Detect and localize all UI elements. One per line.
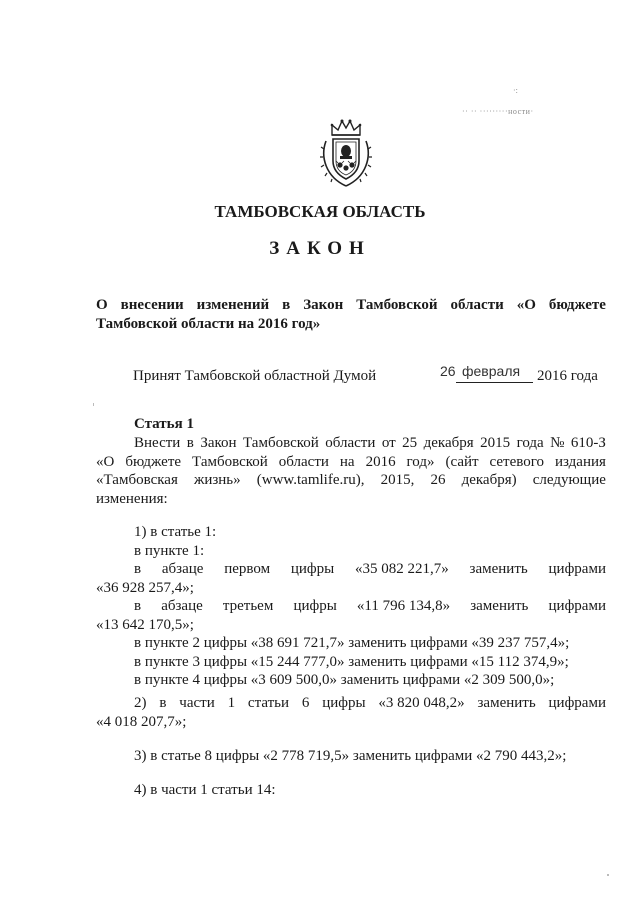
word: бюджете	[125, 453, 182, 470]
adoption-day: 26	[440, 363, 456, 379]
word: заменить	[477, 695, 536, 711]
word: цифрами	[548, 598, 606, 614]
word: следующие	[532, 472, 606, 488]
word: 26	[430, 472, 446, 488]
amendment-4-text: 4) в части 1 статьи 14:	[134, 782, 276, 798]
word: цифры	[322, 695, 366, 711]
word: 6	[301, 695, 310, 711]
word: третьем	[222, 598, 274, 614]
word: заменить	[470, 598, 529, 614]
word: (сайт	[445, 453, 479, 470]
document-type: ЗАКОН	[269, 238, 371, 259]
amendment-1	[96, 523, 606, 690]
word: «О	[516, 297, 536, 313]
word: Тамбовской	[192, 453, 268, 470]
article-intro-line: изменения:	[96, 490, 168, 507]
word: первом	[224, 561, 271, 577]
amendment-1b-line	[96, 597, 606, 616]
law-title-line-2: Тамбовской области на 2016 год»	[96, 316, 321, 332]
law-title-line-1	[96, 296, 606, 315]
word: сетевого	[489, 453, 545, 470]
stamp-mark: ·:	[513, 86, 518, 95]
word: №	[550, 435, 565, 451]
word: 25	[402, 435, 418, 451]
amendment-2-line: «4 018 207,7»;	[96, 713, 187, 730]
amendment-1-point-2: в пункте 2 цифры «38 691 721,7» заменить цифрами «39 237 757,4»;	[134, 635, 570, 651]
word: «35 082 221,7»	[355, 561, 449, 577]
word: от	[381, 435, 396, 451]
word: Тамбовской	[243, 435, 319, 451]
coat-of-arms-icon	[318, 117, 374, 189]
word: цифры	[293, 598, 337, 614]
word: года	[516, 435, 544, 451]
adoption-month: февраля	[462, 363, 521, 379]
region-name: ТАМБОВСКАЯ ОБЛАСТЬ	[214, 202, 426, 221]
word: области	[278, 453, 329, 470]
amendment-3-text: 3) в статье 8 цифры «2 778 719,5» заменить цифрами «2 790 443,2»;	[134, 748, 567, 764]
word: в	[186, 435, 194, 451]
word: Закон	[200, 435, 237, 451]
article-heading: Статья 1	[134, 416, 194, 432]
amendment-3	[96, 747, 606, 766]
word: год»	[406, 453, 435, 470]
law-title	[96, 296, 606, 334]
amendment-4	[96, 781, 606, 800]
word: внесении	[120, 297, 184, 313]
article-intro	[96, 434, 606, 508]
word: Внести	[134, 435, 181, 451]
amendment-1a-line	[96, 560, 606, 579]
word: изменений	[196, 297, 270, 313]
word: «3 820 048,2»	[378, 695, 465, 711]
word: бюджете	[548, 297, 606, 313]
word: декабря)	[461, 472, 517, 488]
word: в	[282, 297, 291, 313]
amendment-1a-line: «36 928 257,4»;	[96, 579, 194, 596]
word: 2015,	[380, 472, 415, 488]
word: абзаце	[161, 598, 203, 614]
word: Закон	[303, 297, 344, 313]
word: «11 796 134,8»	[356, 598, 451, 614]
word: 1	[227, 695, 236, 711]
word: абзаце	[161, 561, 204, 577]
adoption-label: Принят Тамбовской областной Думой	[133, 368, 377, 384]
amendment-1-heading: 1) в статье 1:	[134, 524, 217, 540]
word: О	[96, 297, 108, 313]
word: Тамбовской	[356, 297, 438, 313]
amendment-1-point-4: в пункте 4 цифры «3 609 500,0» заменить цифрами «2 309 500,0»;	[134, 672, 555, 688]
adoption-year: 2016 года	[537, 368, 598, 384]
article-intro-line	[96, 434, 606, 453]
word: цифрами	[548, 561, 606, 577]
word: издания	[554, 453, 606, 470]
word: 610-З	[570, 435, 606, 451]
date-underline	[456, 382, 533, 383]
amendment-1-subheading: в пункте 1:	[134, 542, 205, 559]
word: жизнь»	[193, 472, 241, 488]
word: декабря	[423, 435, 474, 451]
word: в	[159, 695, 167, 711]
word: цифрами	[548, 695, 606, 711]
registration-stamp: ·· ·· ·········ности·	[462, 107, 534, 116]
word: 2)	[134, 695, 147, 711]
word: на	[339, 453, 355, 470]
word: заменить	[469, 561, 528, 577]
word: в	[134, 561, 142, 577]
word: области	[450, 297, 504, 313]
word: части	[179, 695, 215, 711]
word: «Тамбовская	[96, 472, 178, 488]
word: «О	[96, 453, 115, 470]
scan-dot	[607, 874, 609, 876]
amendment-1b-line: «13 642 170,5»;	[96, 616, 194, 633]
article-intro-line	[96, 471, 606, 490]
word: 2016	[365, 453, 396, 470]
article-intro-line	[96, 453, 606, 472]
amendment-1-point-3: в пункте 3 цифры «15 244 777,0» заменить цифрами «15 112 374,9»;	[134, 653, 569, 670]
word: области	[325, 435, 376, 451]
word: 2015	[480, 435, 511, 451]
word: (www.tamlife.ru),	[256, 472, 365, 488]
word: цифры	[290, 561, 335, 577]
scan-dot	[93, 403, 94, 406]
word: статьи	[247, 695, 290, 711]
amendment-2	[96, 694, 606, 731]
amendment-2-line	[96, 694, 606, 713]
word: в	[134, 598, 142, 614]
